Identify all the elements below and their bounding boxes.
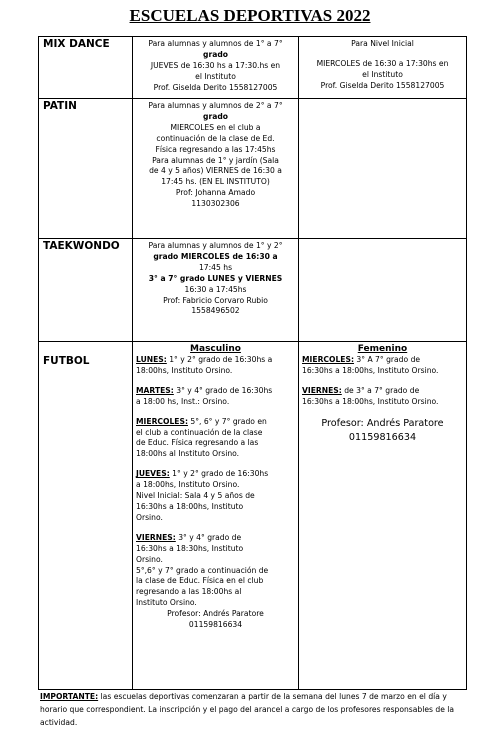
text-line: Para alumnas y alumnos de 1° y 2° [148,241,283,250]
empty-cell [299,239,467,342]
page-title: ESCUELAS DEPORTIVAS 2022 [129,6,371,25]
note-text: las escuelas deportivas comenzaran a partir de la semana del lunes 7 de marzo en el día y horario que correspondient. La inscripción y el pago del arancel a cargo de los profesores responsables de la actividad. [40,692,455,727]
important-note [40,690,468,729]
professor-phone: 01159816634 [348,431,417,443]
professor-name: Profesor: Andrés Paratore [321,417,444,429]
text-line: a 18:00hs, Instituto Orsino. [136,480,240,490]
text-line: 18:00hs, Instituto Orsino. [136,365,233,375]
text-line: Prof: Fabricio Corvaro Rubio [163,295,268,305]
futbol-femenino-cell [299,342,467,690]
professor-phone: 01159816634 [188,620,243,630]
mix-dance-primary-cell [133,37,299,99]
schedule-entry: VIERNES: 3° y 4° grado de [136,532,242,542]
schedule-entry: JUEVES: 1° y 2° grado de 16:30hs [136,469,269,479]
text-line: MIERCOLES de 16:30 a 17:30hs en [316,58,449,68]
futbol-masculino-cell [133,342,299,690]
text-line: grado [203,111,228,121]
text-line: Para alumnas de 1° y jardín (Sala [152,155,279,165]
text-line: 5°,6° y 7° grado a continuación de [136,565,269,575]
text-line: grado [203,49,228,59]
text-line: 17:45 hs [198,262,233,272]
schedule-entry: VIERNES: de 3° a 7° grado de [302,385,420,395]
masculino-header: Masculino [190,344,241,354]
row-futbol [39,342,467,690]
activity-name: TAEKWONDO [39,239,133,342]
text-line: Física regresando a las 17:45hs [155,144,276,154]
activity-name: MIX DANCE [39,37,133,99]
text-line: 1558496502 [191,306,240,316]
text-line: la clase de Educ. Física en el club [136,576,264,586]
text-line: Instituto Orsino. [136,598,197,608]
patin-cell [133,99,299,239]
text-line: MIERCOLES en el club a [170,122,261,132]
row-patin [39,99,467,239]
schedule-entry: MIERCOLES: 5°, 6° y 7° grado en [136,416,267,426]
text-line: Prof. Giselda Derito 1558127005 [320,80,445,90]
text-line: 16:30hs a 18:00hs, Instituto [136,501,244,511]
row-mix-dance [39,37,467,99]
text-line: 1130302306 [191,199,240,209]
text-line: Para alumnas y alumnos de 2° a 7° [148,101,283,110]
mix-dance-inicial-cell [299,37,467,99]
text-line: Orsino. [136,554,163,564]
text-line: el club a continuación de la clase [136,427,263,437]
text-line: 18:00hs al Instituto Orsino. [136,449,240,459]
text-line: Prof: Johanna Amado [175,188,256,198]
note-label: IMPORTANTE: [40,692,99,701]
text-line: el Instituto [362,69,403,79]
schedule-entry: MARTES: 3° y 4° grado de 16:30hs [136,385,273,395]
schedule-table [38,36,467,690]
text-line: 16:30hs a 18:30hs, Instituto [136,543,244,553]
activity-name: PATIN [39,99,133,239]
text-line: 16:30hs a 18:00hs, Instituto Orsino. [302,365,439,375]
empty-cell [299,99,467,239]
schedule-entry: LUNES: 1° y 2° grado de 16:30hs a [136,355,273,364]
row-taekwondo [39,239,467,342]
taekwondo-cell [133,239,299,342]
text-line: Para alumnas y alumnos de 1° a 7° [148,39,283,48]
femenino-header: Femenino [357,344,408,354]
activity-name: FUTBOL [39,342,133,690]
text-line: 16:30 a 17:45hs [184,284,247,294]
schedule-entry: MIERCOLES: 3° A 7° grado de [302,355,421,364]
text-line: Orsino. [136,512,163,522]
text-line: de Educ. Física regresando a las [136,438,259,448]
professor-name: Profesor: Andrés Paratore [167,609,264,619]
text-line: el Instituto [195,71,236,81]
text-line: 3° a 7° grado LUNES y VIERNES [148,273,283,283]
text-line: continuación de la clase de Ed. [156,133,275,143]
text-line: Prof. Giselda Derito 1558127005 [153,82,278,92]
text-line: JUEVES de 16:30 hs a 17:30.hs en [150,60,281,70]
text-line: a 18:00 hs, Inst.: Orsino. [136,396,230,406]
text-line: 16:30hs a 18:00hs, Instituto Orsino. [302,396,439,406]
text-line: regresando a las 18:00hs al [136,587,242,597]
text-line: grado MIERCOLES de 16:30 a [153,251,278,261]
text-line: de 4 y 5 años) VIERNES de 16:30 a [149,166,282,176]
text-line: Para Nivel Inicial [351,39,414,48]
text-line: 17:45 hs. (EN EL INSTITUTO) [161,177,270,187]
text-line: Nivel Inicial: Sala 4 y 5 años de [136,491,255,501]
